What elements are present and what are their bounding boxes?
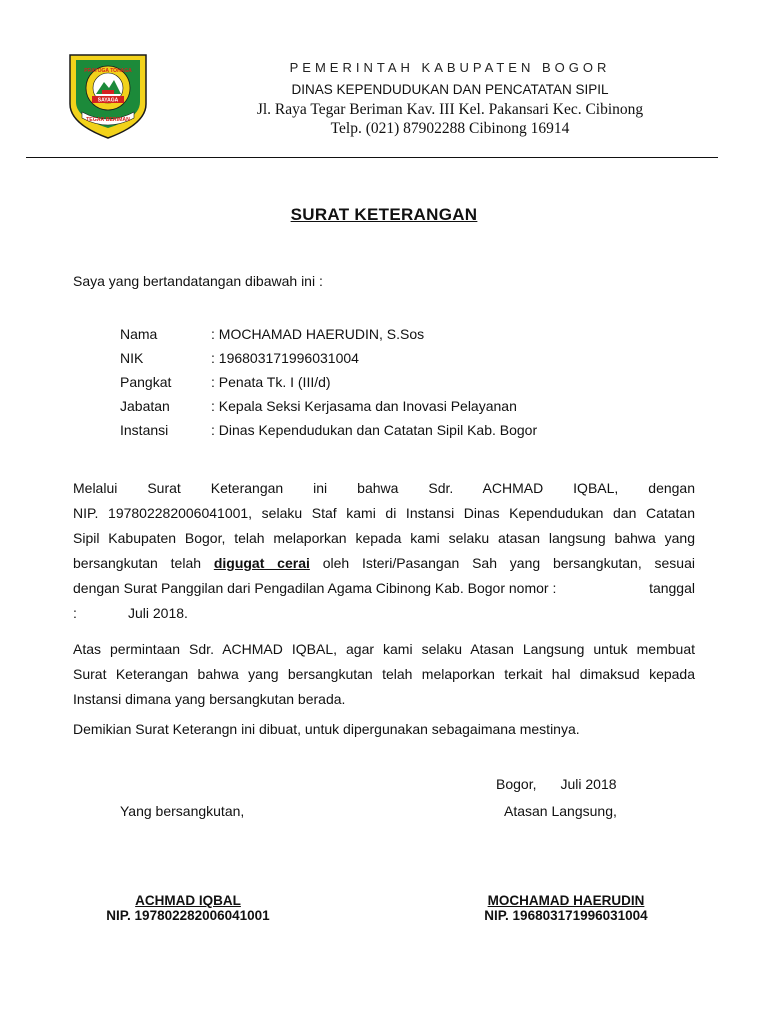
right-signatory-name: MOCHAMAD HAERUDIN [487,893,645,908]
right-signatory-nip: NIP. 196803171996031004 [484,908,648,923]
emphasized-phrase: digugat cerai [213,555,310,571]
intro-text: Saya yang bertandatangan dibawah ini : [73,273,323,289]
paragraph-line [73,601,695,626]
government-name: PEMERINTAH KABUPATEN BOGOR [289,60,611,75]
paragraph-line [73,576,695,601]
field-value: : Dinas Kependudukan dan Catatan Sipil Kab. Bogor [211,422,538,438]
line-text: bersangkutan telah [73,555,214,571]
field-label: NIK [120,350,144,366]
logo-motto: TEGAR BERIMAN [86,117,130,123]
field-label: Jabatan [120,398,170,414]
field-value: : Kepala Seksi Kerjasama dan Inovasi Pelayanan [211,398,517,414]
tanggal-label: tanggal [649,580,695,596]
body-paragraph-1 [73,476,695,626]
body-paragraph-2 [73,636,695,711]
paragraph-line: Sipil Kabupaten Bogor, telah melaporkan kepada kami selaku atasan langsung bahwa yang [73,530,695,546]
field-value: : Penata Tk. I (III/d) [211,374,331,390]
paragraph-line: Instansi dimana yang bersangkutan berada. [73,691,346,707]
closing-paragraph: Demikian Surat Keterangn ini dibuat, untuk dipergunakan sebagaimana mestinya. [73,721,580,737]
field-label: Instansi [120,422,169,438]
place-and-date [496,776,617,792]
place: Bogor, [496,776,537,792]
agency-address: Jl. Raya Tegar Beriman Kav. III Kel. Pakansari Kec. Cibinong [256,101,644,118]
kabupaten-bogor-emblem [66,52,150,140]
letterhead-divider [26,157,718,158]
document-title: SURAT KETERANGAN [290,205,478,224]
month-year: Juli 2018. [128,605,188,621]
left-signatory-label: Yang bersangkutan, [120,803,245,819]
paragraph-line: Atas permintaan Sdr. ACHMAD IQBAL, agar kami selaku Atasan Langsung untuk membuat [73,641,695,657]
date: Juli 2018 [560,776,617,792]
agency-name: DINAS KEPENDUDUKAN DAN PENCATATAN SIPIL [291,82,609,97]
field-label: Nama [120,326,158,342]
line-text: oleh Isteri/Pasangan Sah yang bersangkutan, sesuai [309,555,695,571]
field-value: : MOCHAMAD HAERUDIN, S.Sos [211,326,425,342]
left-signatory-name: ACHMAD IQBAL [135,893,241,908]
paragraph-line: NIP. 197802282006041001, selaku Staf kami di Instansi Dinas Kependudukan dan Catatan [73,505,695,521]
line-text: dengan Surat Panggilan dari Pengadilan Agama Cibinong Kab. Bogor nomor : [73,580,557,596]
right-signatory-label: Atasan Langsung, [504,803,617,819]
paragraph-line: Melalui Surat Keterangan ini bahwa Sdr. ACHMAD IQBAL, dengan [73,480,695,496]
logo-ribbon-text: SAYAGA [97,97,119,104]
agency-phone: Telp. (021) 87902288 Cibinong 16914 [330,120,570,137]
paragraph-line: Surat Keterangan bahwa yang bersangkutan telah melaporkan terkait hal dimaksud kepada [73,666,695,682]
left-signatory-nip: NIP. 197802282006041001 [106,908,270,923]
line-colon: : [73,605,77,621]
logo-top-text: PRAYOGA TOHAGA [84,68,132,74]
field-label: Pangkat [120,374,172,390]
paragraph-line [73,551,695,576]
field-value: : 196803171996031004 [211,350,359,366]
